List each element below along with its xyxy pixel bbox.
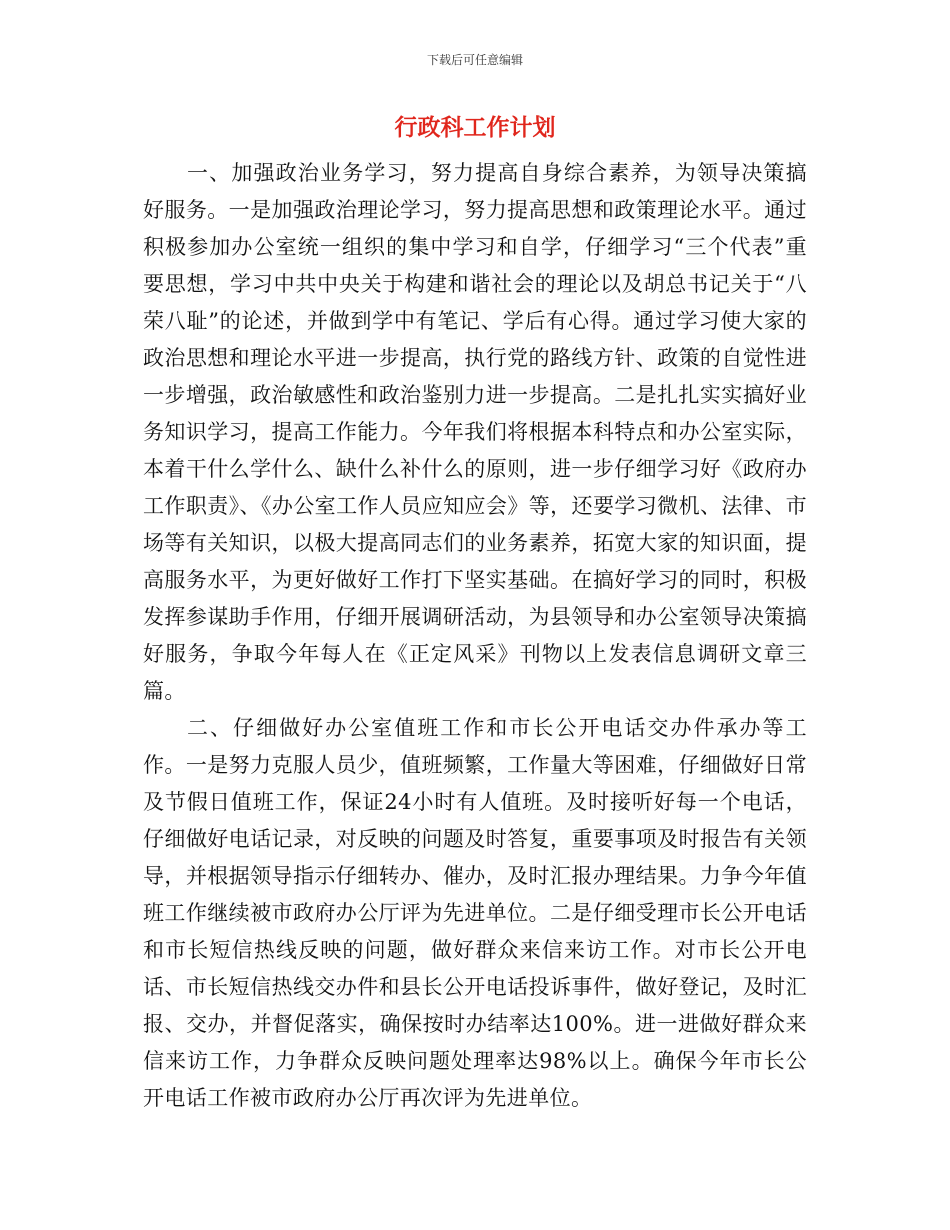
document-body — [143, 155, 807, 1117]
paragraph-study: 一、加强政治业务学习，努力提高自身综合素养，为领导决策搞好服务。一是加强政治理论学习，努力提高思想和政策理论水平。通过积极参加办公室统一组织的集中学习和自学，仔细学习“三个代表”重要思想，学习中共中央关于构建和谐社会的理论以及胡总书记关于“八荣八耻”的论述，并做到学中有笔记、学后有心得。通过学习使大家的政治思想和理论水平进一步提高，执行党的路线方针、政策的自觉性进一步增强，政治敏感性和政治鉴别力进一步提高。二是扎扎实实搞好业务知识学习，提高工作能力。今年我们将根据本科特点和办公室实际，本着干什么学什么、缺什么补什么的原则，进一步仔细学习好《政府办工作职责》、《办公室工作人员应知应会》等，还要学习微机、法律、市场等有关知识，以极大提高同志们的业务素养，拓宽大家的知识面，提高服务水平，为更好做好工作打下坚实基础。在搞好学习的同时，积极发挥参谋助手作用，仔细开展调研活动，为县领导和办公室领导决策搞好服务，争取今年每人在《正定风采》刊物以上发表信息调研文章三篇。 — [143, 161, 807, 703]
paragraph-duty: 二、仔细做好办公室值班工作和市长公开电话交办件承办等工作。一是努力克服人员少，值班频繁，工作量大等困难，仔细做好日常及节假日值班工作，保证24小时有人值班。及时接听好每一个电话，仔细做好电话记录，对反映的问题及时答复，重要事项及时报告有关领导，并根据领导指示仔细转办、催办，及时汇报办理结果。力争今年值班工作继续被市政府办公厅评为先进单位。二是仔细受理市长公开电话和市长短信热线反映的问题，做好群众来信来访工作。对市长公开电话、市长短信热线交办件和县长公开电话投诉事件，做好登记，及时汇报、交办，并督促落实，确保按时办结率达100%。进一进做好群众来信来访工作，力争群众反映问题处理率达98%以上。确保今年市长公开电话工作被市政府办公厅再次评为先进单位。 — [143, 716, 807, 1110]
document-title: 行政科工作计划 — [394, 115, 556, 141]
header-note: 下载后可任意编辑 — [426, 53, 523, 67]
